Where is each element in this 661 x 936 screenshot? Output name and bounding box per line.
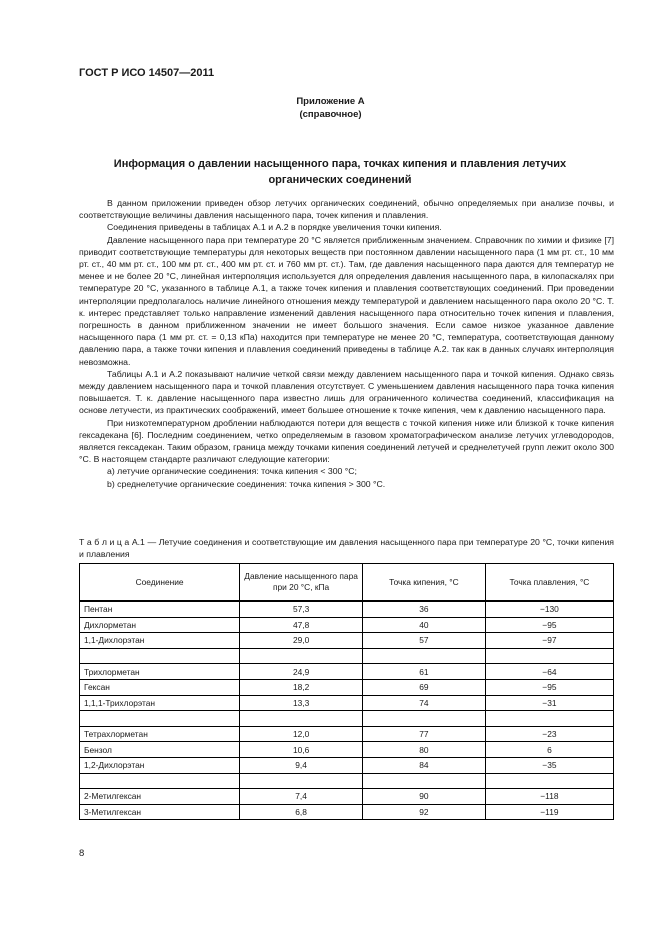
table-cell: −31 (485, 695, 613, 711)
body-text (79, 197, 614, 490)
table-row (80, 617, 614, 633)
table-row (80, 773, 614, 789)
paragraph: Соединения приведены в таблицах A.1 и A.2 в порядке увеличения точки кипения. (107, 222, 442, 233)
table-cell: −118 (485, 789, 613, 805)
table-cell (485, 711, 613, 727)
table-row (80, 664, 614, 680)
table-cell: 13,3 (240, 695, 363, 711)
paragraph: При низкотемпературном дроблении наблюдаются потери для веществ с точкой кипения ниже или близкой к точке кипения гексадекана [6]. Последним соединением, четко определяемым в газовом хроматографическом анализе летучих углеводородов, является гексадекан. Таким образом, граница между точками кипения соединений летучей и среднелетучей групп лежит около 300 °C. В настоящем стандарте различают следующие категории: (79, 417, 614, 465)
table-row (80, 804, 614, 820)
table-row (80, 711, 614, 727)
table-cell: Пентан (80, 601, 240, 617)
table-cell: 1,1-Дихлорэтан (80, 633, 240, 649)
table-cell (485, 773, 613, 789)
page-number: 8 (79, 848, 85, 859)
table-cell: 10,6 (240, 742, 363, 758)
table-cell: Дихлорметан (80, 617, 240, 633)
table-cell: 77 (363, 726, 486, 742)
appendix-subtitle: (справочное) (299, 109, 362, 120)
table-cell: −95 (485, 617, 613, 633)
table-cell: Трихлорметан (80, 664, 240, 680)
table-header-cell: Давление насыщенного пара при 20 °C, кПа (240, 564, 363, 602)
table-cell (363, 648, 486, 664)
table-cell: 61 (363, 664, 486, 680)
table-cell: 6,8 (240, 804, 363, 820)
table-row (80, 789, 614, 805)
table-cell: −64 (485, 664, 613, 680)
table-cell: −97 (485, 633, 613, 649)
table-cell: 47,8 (240, 617, 363, 633)
table-caption: Т а б л и ц а A.1 — Летучие соединения и соответствующие им давления насыщенного пара при температуре 20 °C, точки кипения и плавления (79, 537, 614, 560)
table-cell (363, 773, 486, 789)
table-cell: 57 (363, 633, 486, 649)
table-cell: 24,9 (240, 664, 363, 680)
table-cell: Бензол (80, 742, 240, 758)
table-header-cell: Точка кипения, °C (363, 564, 486, 602)
table-cell: 9,4 (240, 757, 363, 773)
list-item: b) среднелетучие органические соединения: точка кипения > 300 °C. (107, 478, 386, 489)
table-cell: 57,3 (240, 601, 363, 617)
table-cell: 74 (363, 695, 486, 711)
table-row (80, 679, 614, 695)
table-cell: 12,0 (240, 726, 363, 742)
table-cell: 3-Метилгексан (80, 804, 240, 820)
table-row (80, 695, 614, 711)
table-cell (485, 648, 613, 664)
table-cell: −119 (485, 804, 613, 820)
paragraph: В данном приложении приведен обзор летучих органических соединений, обычно определяемых при анализе почвы, и соответствующие величины давления насыщенного пара, точек кипения и плавления. (79, 198, 614, 221)
paragraph: Давление насыщенного пара при температуре 20 °C является приближенным значением. Справочник по химии и физике [7] приводит соответствующие температуры для некоторых веществ при постоянном давлении насыщенного пара (1 мм рт. ст., 10 мм рт. ст., 40 мм рт. ст., 100 мм рт. ст., 400 мм рт. ст. и 760 мм рт. ст.). Там, где давления насыщенного пара даются для температур не менее и не более 20 °C, линейная интерполяция используется для определения давления насыщенного пара, в килопаскалях при температуре 20 °C, указанного в таблице A.1, а также точек кипения и плавления соответствующих соединений. При проведении интерполяции предполагалось наличие линейного отношения между температурой и давлением насыщенного пара около 20 °C. Т. к. интерес представляет только направление изменений давления насыщенного пара относительно точек кипения и плавления, погрешность в данном приближенном значении не имеет большого значения. Если самое низкое указанное давление насыщенного пара (1 мм рт. ст. = 0,13 кПа) находится при температуре не менее 20 °C, температура, соответствующая данному давлению пара, а также точки кипения и плавления соединений приведены в таблице A.2. так как в данных случаях интерполяция невозможна. (79, 234, 614, 367)
table-cell: 80 (363, 742, 486, 758)
table-cell: 92 (363, 804, 486, 820)
table-cell (240, 711, 363, 727)
table-cell: 7,4 (240, 789, 363, 805)
table-row (80, 757, 614, 773)
table-header-cell: Соединение (80, 564, 240, 602)
table-cell (363, 711, 486, 727)
table-row (80, 633, 614, 649)
appendix-title: Приложение A (296, 96, 365, 107)
paragraph: Таблицы A.1 и A.2 показывают наличие четкой связи между давлением насыщенного пара и точкой кипения. Однако связь между давлением насыщенного пара и точкой плавления отсутствует. С уменьшением давления насыщенного пара точка кипения повышается. Т. к. давление насыщенного пара известно лишь для ограниченного количества соединений, классификация на основе летучести, из практических соображений, имеет большее отношение к точке кипения, чем к давлению насыщенного пара. (79, 368, 614, 416)
table-cell: 29,0 (240, 633, 363, 649)
list-item: a) летучие органические соединения: точка кипения < 300 °C; (107, 466, 357, 477)
table-cell: 1,2-Дихлорэтан (80, 757, 240, 773)
table-cell: 90 (363, 789, 486, 805)
table-cell: 40 (363, 617, 486, 633)
table-cell (80, 711, 240, 727)
table-cell: Тетрахлорметан (80, 726, 240, 742)
data-table (79, 563, 614, 820)
table-row (80, 742, 614, 758)
table-row (80, 726, 614, 742)
table-cell: −23 (485, 726, 613, 742)
table-cell (240, 648, 363, 664)
table-cell (240, 773, 363, 789)
table-cell: 1,1,1-Трихлорэтан (80, 695, 240, 711)
table-cell: −35 (485, 757, 613, 773)
table-cell: 2-Метилгексан (80, 789, 240, 805)
section-title: Информация о давлении насыщенного пара, точках кипения и плавления летучих органических соединений (113, 158, 567, 186)
table-cell: 6 (485, 742, 613, 758)
document-header: ГОСТ Р ИСО 14507—2011 (79, 67, 215, 79)
table-row (80, 648, 614, 664)
table-header-cell: Точка плавления, °C (485, 564, 613, 602)
table-cell: 36 (363, 601, 486, 617)
table-cell (80, 648, 240, 664)
table-cell: 84 (363, 757, 486, 773)
table-cell: −130 (485, 601, 613, 617)
table-cell: −95 (485, 679, 613, 695)
table-cell: Гексан (80, 679, 240, 695)
table-row (80, 601, 614, 617)
table-cell: 18,2 (240, 679, 363, 695)
table-cell (80, 773, 240, 789)
table-cell: 69 (363, 679, 486, 695)
